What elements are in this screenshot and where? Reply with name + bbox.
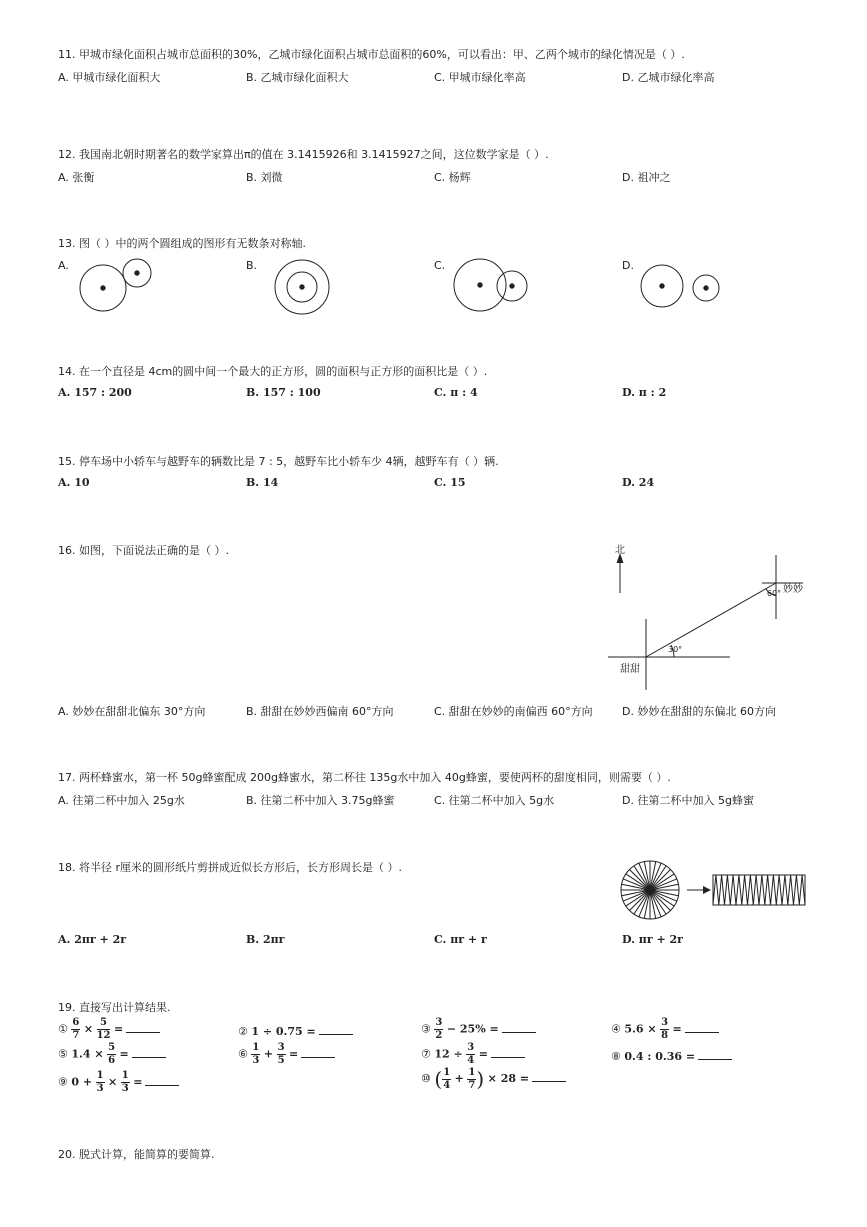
q19-stem: 19. 直接写出计算结果. xyxy=(58,1001,171,1014)
q16-angle-30-label: 30° xyxy=(668,645,683,654)
answer-blank[interactable] xyxy=(301,1057,335,1058)
answer-blank[interactable] xyxy=(698,1059,732,1060)
approx-rectangle xyxy=(713,875,805,905)
answer-blank[interactable] xyxy=(319,1034,353,1035)
q20-stem: 20. 脱式计算，能简算的要简算. xyxy=(58,1148,215,1161)
q13-figure-d xyxy=(641,265,719,307)
calc-item-2: ② 1 ÷ 0.75 = xyxy=(238,1025,353,1038)
q18-stem: 18. 将半径 r厘米的圆形纸片剪拼成近似长方形后，长方形周长是（ ）. xyxy=(58,861,403,874)
q12-option-a: A. 张衡 xyxy=(58,171,95,184)
q13-stem: 13. 图（ ）中的两个圆组成的图形有无数条对称轴. xyxy=(58,237,306,250)
q11-option-c: C. 甲城市绿化率高 xyxy=(434,71,526,84)
q17-option-d: D. 往第二杯中加入 5g蜂蜜 xyxy=(622,794,754,807)
q15-stem: 15. 停车场中小轿车与越野车的辆数比是 7 : 5，越野车比小轿车少 4辆，越野车有（ ）辆. xyxy=(58,455,499,468)
q13-circle-figures xyxy=(0,0,867,330)
q18-option-d: D. πr + 2r xyxy=(622,933,683,946)
q18-option-b: B. 2πr xyxy=(246,933,285,946)
answer-blank[interactable] xyxy=(145,1085,179,1086)
q16-stem: 16. 如图，下面说法正确的是（ ）. xyxy=(58,544,229,557)
q14-option-d: D. π : 2 xyxy=(622,386,667,399)
q15-option-c: C. 15 xyxy=(434,476,466,489)
answer-blank[interactable] xyxy=(491,1057,525,1058)
q15-option-d: D. 24 xyxy=(622,476,655,489)
q14-option-b: B. 157 : 100 xyxy=(246,386,321,399)
sectored-circle xyxy=(621,861,679,919)
q16-option-b: B. 甜甜在妙妙西偏南 60°方向 xyxy=(246,705,394,718)
q13-figure-b xyxy=(275,260,329,314)
q17-option-c: C. 往第二杯中加入 5g水 xyxy=(434,794,555,807)
q16-option-d: D. 妙妙在甜甜的东偏北 60方向 xyxy=(622,705,776,718)
q18-circle-to-rectangle-figure xyxy=(615,855,815,925)
answer-blank[interactable] xyxy=(502,1032,536,1033)
q11-option-a: A. 甲城市绿化面积大 xyxy=(58,71,161,84)
answer-blank[interactable] xyxy=(532,1081,566,1082)
calc-item-4: ④ 5.6 × $\frac{3}{8}$ = xyxy=(611,1018,719,1041)
calc-item-10: ⑩ ( $\frac{1}{4}$ + $\frac{1}{7}$ ) × 28 = xyxy=(421,1067,566,1091)
calc-item-7: ⑦ 12 ÷ $\frac{3}{4}$ = xyxy=(421,1043,525,1066)
q13-option-b: B. xyxy=(246,259,258,272)
q16-angle-60-label: 60° xyxy=(767,589,782,598)
calc-item-5: ⑤ 1.4 × $\frac{5}{6}$ = xyxy=(58,1043,166,1066)
q16-miaomiao-label: 妙妙 xyxy=(783,584,803,595)
q14-stem: 14. 在一个直径是 4cm的圆中间一个最大的正方形，圆的面积与正方形的面积比是（ ）. xyxy=(58,365,488,378)
q12-option-c: C. 杨辉 xyxy=(434,171,471,184)
q14-option-c: C. π : 4 xyxy=(434,386,478,399)
q16-north-label: 北 xyxy=(615,545,625,556)
answer-blank[interactable] xyxy=(685,1032,719,1033)
q16-direction-figure xyxy=(600,535,810,700)
calc-item-6: ⑥ $\frac{1}{3}$ + $\frac{3}{5}$ = xyxy=(238,1043,335,1066)
answer-blank[interactable] xyxy=(126,1032,160,1033)
q12-stem: 12. 我国南北朝时期著名的数学家算出π的值在 3.1415926和 3.1415927之间，这位数学家是（ ）. xyxy=(58,148,549,161)
q13-figure-a xyxy=(80,259,151,311)
q17-option-b: B. 往第二杯中加入 3.75g蜂蜜 xyxy=(246,794,395,807)
q15-option-b: B. 14 xyxy=(246,476,279,489)
q13-figure-c xyxy=(454,259,527,311)
q15-option-a: A. 10 xyxy=(58,476,90,489)
calc-item-1: ① $\frac{6}{7}$ × $\frac{5}{12}$ = xyxy=(58,1018,160,1041)
q12-option-b: B. 刘微 xyxy=(246,171,283,184)
conversion-arrow xyxy=(687,886,711,894)
q16-option-c: C. 甜甜在妙妙的南偏西 60°方向 xyxy=(434,705,593,718)
q11-stem: 11. 甲城市绿化面积占城市总面积的30%，乙城市绿化面积占城市总面积的60%，可以看出：甲、乙两个城市的绿化情况是（ ）. xyxy=(58,48,685,61)
q17-stem: 17. 两杯蜂蜜水，第一杯 50g蜂蜜配成 200g蜂蜜水，第二杯往 135g水中加入 40g蜂蜜，要使两杯的甜度相同，则需要（ ）. xyxy=(58,771,671,784)
q11-option-d: D. 乙城市绿化率高 xyxy=(622,71,715,84)
calc-item-8: ⑧ 0.4 : 0.36 = xyxy=(611,1050,732,1063)
q11-option-b: B. 乙城市绿化面积大 xyxy=(246,71,349,84)
q17-option-a: A. 往第二杯中加入 25g水 xyxy=(58,794,185,807)
calc-item-3: ③ $\frac{3}{2}$ − 25% = xyxy=(421,1018,536,1041)
q18-option-c: C. πr + r xyxy=(434,933,487,946)
q13-option-d: D. xyxy=(622,259,634,272)
q16-option-a: A. 妙妙在甜甜北偏东 30°方向 xyxy=(58,705,206,718)
answer-blank[interactable] xyxy=(132,1057,166,1058)
q18-option-a: A. 2πr + 2r xyxy=(58,933,127,946)
q16-tiantian-label: 甜甜 xyxy=(620,664,640,675)
q13-option-a: A. xyxy=(58,259,69,272)
calc-item-9: ⑨ 0 + $\frac{1}{3}$ × $\frac{1}{3}$ = xyxy=(58,1071,179,1094)
q13-option-c: C. xyxy=(434,259,446,272)
arrow-right-icon xyxy=(703,886,711,894)
q12-option-d: D. 祖冲之 xyxy=(622,171,671,184)
q14-option-a: A. 157 : 200 xyxy=(58,386,132,399)
